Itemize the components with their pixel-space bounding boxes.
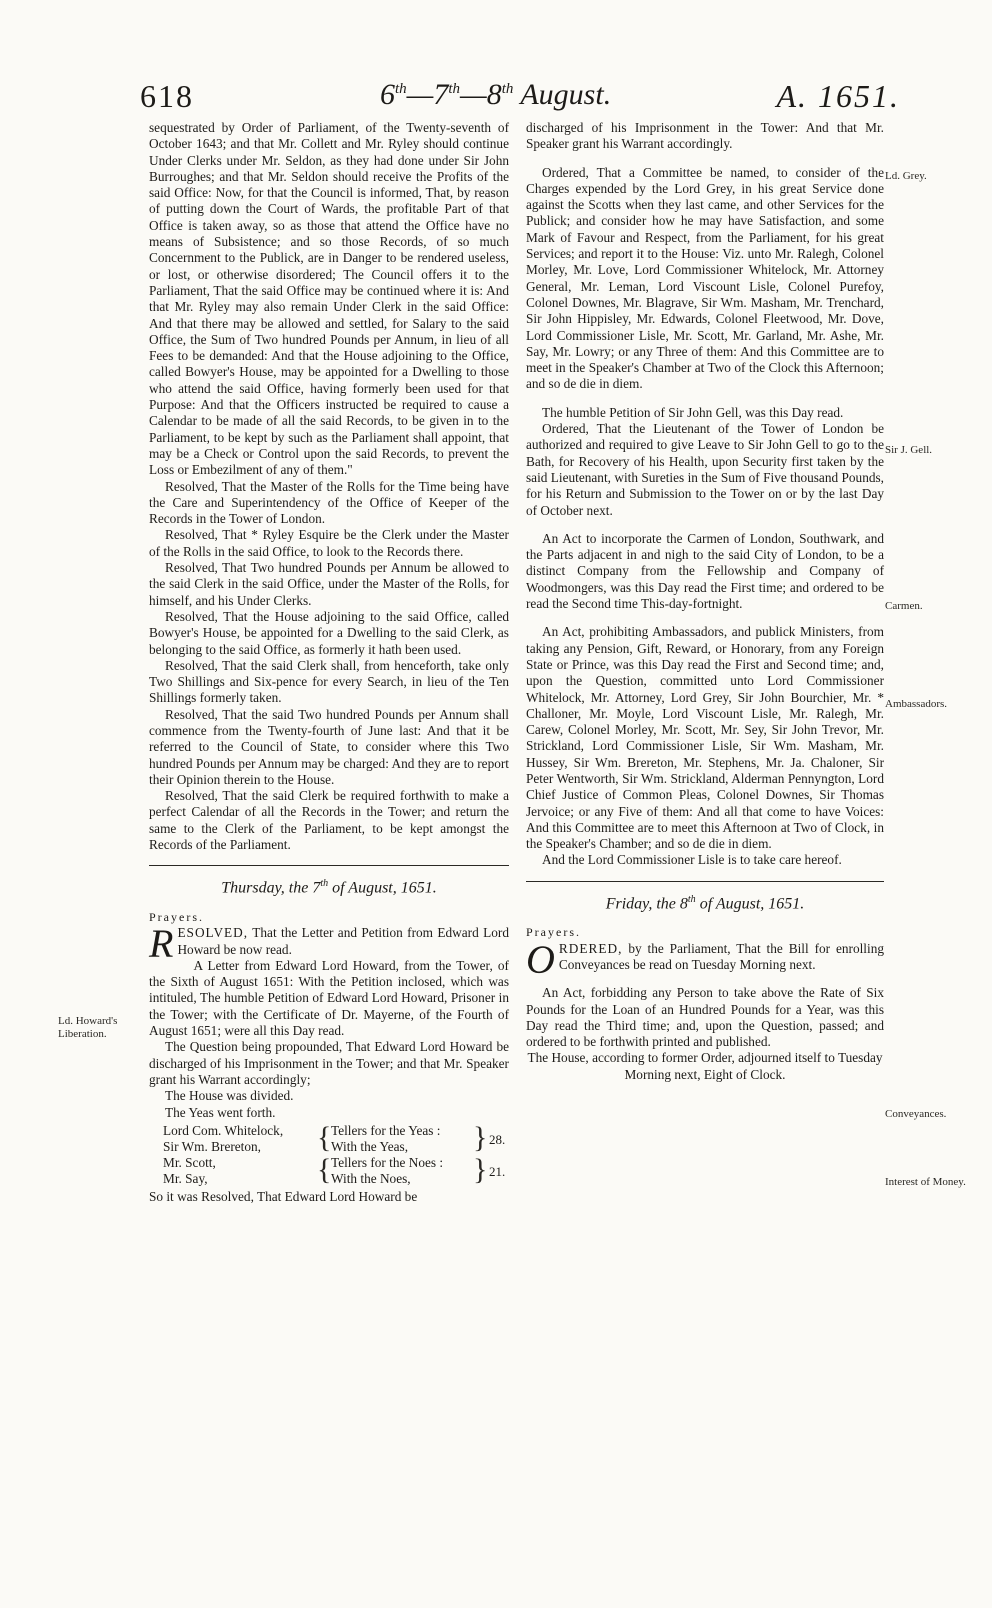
brace-right: } — [473, 1152, 488, 1186]
paragraph: Resolved, That the Master of the Rolls for the Time being have the Care and Superintendency of the Office of Keeper of the Records in the Tower of London. — [149, 478, 509, 527]
paragraph: RESOLVED, That the Letter and Petition from Edward Lord Howard be now read. — [149, 921, 509, 967]
header-month: August. — [520, 78, 612, 111]
drop-cap: R — [149, 921, 174, 967]
paragraph: Ordered, That the Lieutenant of the Tower of London be authorized and required to give Leave to Sir John Gell to go to the Bath, for Recovery of his Health, upon Security first taken by the said Lieutenant, with Sureties in the Sum of Five thousand Pounds, for his Return and Submission to the Tower on or by the last Day of October next. — [526, 421, 884, 518]
brace-left: { — [317, 1152, 332, 1186]
brace-left: { — [317, 1120, 332, 1154]
margin-note-gell: Sir J. Gell. — [885, 444, 933, 456]
prayers-label: Prayers. — [149, 909, 204, 924]
paragraph: ORDERED, by the Parliament, That the Bill for enrolling Conveyances be read on Tuesday Morning next. — [526, 936, 884, 982]
header-dates: 6th—7th—8th August. — [380, 78, 612, 111]
section-divider — [526, 881, 884, 882]
section-divider — [149, 865, 509, 866]
margin-note-grey: Ld. Grey. — [885, 170, 927, 182]
paragraph: Resolved, That Two hundred Pounds per Annum be allowed to the said Clerk in the said Office, under the Master of the Rolls, for himself, and his Under Clerks. — [149, 560, 509, 608]
drop-cap: O — [526, 936, 555, 982]
paragraph: And the Lord Commissioner Lisle is to take care hereof. — [542, 852, 842, 868]
margin-note-conveyances: Conveyances. — [885, 1108, 947, 1120]
brace-right: } — [473, 1120, 488, 1154]
paragraph: So it was Resolved, That Edward Lord Howard be — [149, 1188, 418, 1204]
paragraph: The humble Petition of Sir John Gell, was this Day read. — [542, 404, 844, 420]
day-heading: Thursday, the 7th of August, 1651. — [221, 878, 437, 897]
paragraph: An Act, forbidding any Person to take above the Rate of Six Pounds for the Loan of an Hundred Pounds for a Year, was this Day read the Third time; and, upon the Question, passed; and ordered to be forthwith printed and published. — [526, 985, 884, 1050]
margin-note-interest: Interest of Money. — [885, 1176, 966, 1188]
yeas-count: 28. — [489, 1131, 506, 1147]
paragraph: The Yeas went forth. — [165, 1104, 276, 1120]
day-heading: Friday, the 8th of August, 1651. — [605, 893, 805, 913]
paragraph: sequestrated by Order of Parliament, of the Twenty-seventh of October 1643; and that Mr. Collett and Mr. Ryley should continue Under Clerks under Mr. Seldon, as they had done under Sir John Burroughes; and that Mr. Seldon should receive the Profits of the said Office: Now, for that the Council is informed, That, by reason of putting down the Court of Wards, the profitable Part of that Office is taken away, so as those that attend the Office have no means of Subsistence; and so those Records, of so much Concernment to the Publick, are in Danger to be rendered useless, or lost, or otherwise disordered; The Council offers it to the Parliament, That the said Office may be continued where it is: And that Mr. Ryley may also remain Under Clerk in the said Office: And that there may be allowed and settled, for Salary to the said Office, the Sum of Two hundred Pounds per Annum, in lieu of all Fees to be demanded: And that the House adjoining to the Office, called Bowyer's House, may be appointed for a Dwelling to those who attend the said Office, having formerly been used for that Purpose: And that the Officers instructed be required to cause a Calendar to be made of all the said Records, to be given in to the Parliament, to be kept by such as the Parliament shall appoint, that may be a Check or Control upon the said Records, to prevent the Loss or Embezilment of any of them." — [149, 120, 509, 478]
paragraph: Resolved, That the House adjoining to the said Office, called Bowyer's House, be appointed for a Dwelling to the said Clerk, as belonging to the said Office, as formerly it hath been used. — [149, 608, 509, 657]
paragraph: A Letter from Edward Lord Howard, from the Tower, of the Sixth of August 1651: With the Petition inclosed, which was intituled, The humble Petition of Edward Lord Howard, Prisoner in the Tower; with the Certificate of Dr. Mayerne, of the Fourth of August 1651; were all this Day read. — [149, 957, 509, 1039]
paragraph: An Act to incorporate the Carmen of London, Southwark, and the Parts adjacent in and nigh to the said City of London, to be a distinct Company from the Fellowship and Company of Woodmongers, was this Day read the First time; and ordered to be read the Second time This-day-fortnight. — [526, 530, 884, 612]
paragraph: The House was divided. — [165, 1088, 294, 1104]
paragraph: The Question being propounded, That Edward Lord Howard be discharged of his Imprisonment in the Tower; and that Mr. Speaker grant his Warrant accordingly; — [149, 1039, 509, 1087]
paragraph: Resolved, That the said Two hundred Pounds per Annum shall commence from the Twenty-fourth of June last: And that it be referred to the Council of State, to consider where this Two hundred Pounds per Annum may be charged: And they are to report their Opinion therein to the House. — [149, 706, 509, 787]
tellers-table: Lord Com. Whitelock, Tellers for the Yeas : Sir Wm. Brereton, With the Yeas, Mr. Scott, Tellers for the Noes : Mr. Say, With the Noes, { { } } 28. 21. — [163, 1120, 506, 1186]
page-number: 618 — [140, 78, 194, 114]
right-column — [526, 120, 884, 1083]
noes-count: 21. — [489, 1163, 506, 1179]
margin-note-howard: Ld. Howard's Liberation. — [58, 1015, 118, 1040]
running-head — [140, 78, 900, 122]
prayers-label: Prayers. — [526, 925, 581, 940]
paragraph: Resolved, That the said Clerk shall, from henceforth, take only Two Shillings and Six-pence for every Search, in lieu of the Ten Shillings formerly taken. — [149, 657, 509, 706]
left-column — [149, 120, 509, 1205]
paragraph: discharged of his Imprisonment in the Tower: And that Mr. Speaker grant his Warrant accordingly. — [526, 120, 884, 152]
paragraph: Resolved, That * Ryley Esquire be the Clerk under the Master of the Rolls in the said Office, to look to the Records there. — [149, 527, 509, 559]
paragraph: An Act, prohibiting Ambassadors, and publick Ministers, from taking any Pension, Gift, Reward, or Honorary, from any Foreign State or Prince, was this Day read the First and Second time; and, upon the Question, committed unto Lord Commissioner Whitelock, Mr. Attorney, Lord Grey, Sir John Bourchier, Mr. * Challoner, Mr. Moyle, Lord Viscount Lisle, Mr. Ralegh, Mr. Carew, Colonel Morley, Mr. Scott, Mr. Sey, Sir John Trevor, Mr. Strickland, Lord Commissioner Lisle, Sir Wm. Masham, Mr. Hussey, Sir Wm. Brereton, Mr. Stephens, Mr. Ja. Chaloner, Sir Peter Wentworth, Sir Wm. Strickland, Alderman Pennyngton, Lord Chief Justice of Common Pleas, Colonel Downes, Sir Thomas Jervoice; or any Five of them: And all that come to have Voices: And this Committee are to meet this Afternoon at Two of Clock, in the Speaker's Chamber; and so de die in diem. — [526, 624, 884, 852]
margin-note-ambassadors: Ambassadors. — [885, 698, 948, 710]
margin-note-carmen: Carmen. — [885, 600, 923, 612]
header-year: A. 1651. — [776, 78, 900, 114]
paragraph: Resolved, That the said Clerk be required forthwith to make a perfect Calendar of all the Records in the Tower; and return the same to the Clerk of the Parliament, to be kept amongst the Records of the Parliament. — [149, 788, 509, 853]
paragraph: Ordered, That a Committee be named, to consider of the Charges expended by the Lord Grey, in his great Service done against the Scotts when they last came, and other Services for the Publick; and consider how he may have Satisfaction, and some Mark of Favour and Respect, from the Parliament, for his great Services; and report it to the House: Viz. unto Mr. Ralegh, Colonel Morley, Mr. Love, Lord Commissioner Whitelock, Mr. Attorney General, Mr. Leman, Lord Viscount Lisle, Colonel Purefoy, Colonel Downes, Mr. Blagrave, Sir Wm. Masham, Mr. Trenchard, Sir John Hippisley, Mr. Edwards, Colonel Fleetwood, Mr. Dove, Lord Commissioner Lisle, Mr. Scott, Mr. Garland, Mr. Ashe, Mr. Say, Mr. Lowry; or any Three of them: And this Committee are to meet in the Speaker's Chamber at Two of the Clock this Afternoon; and so de die in diem. — [526, 164, 884, 392]
closing-paragraph: The House, according to former Order, adjourned itself to Tuesday Morning next, Eight of Clock. — [527, 1050, 883, 1082]
